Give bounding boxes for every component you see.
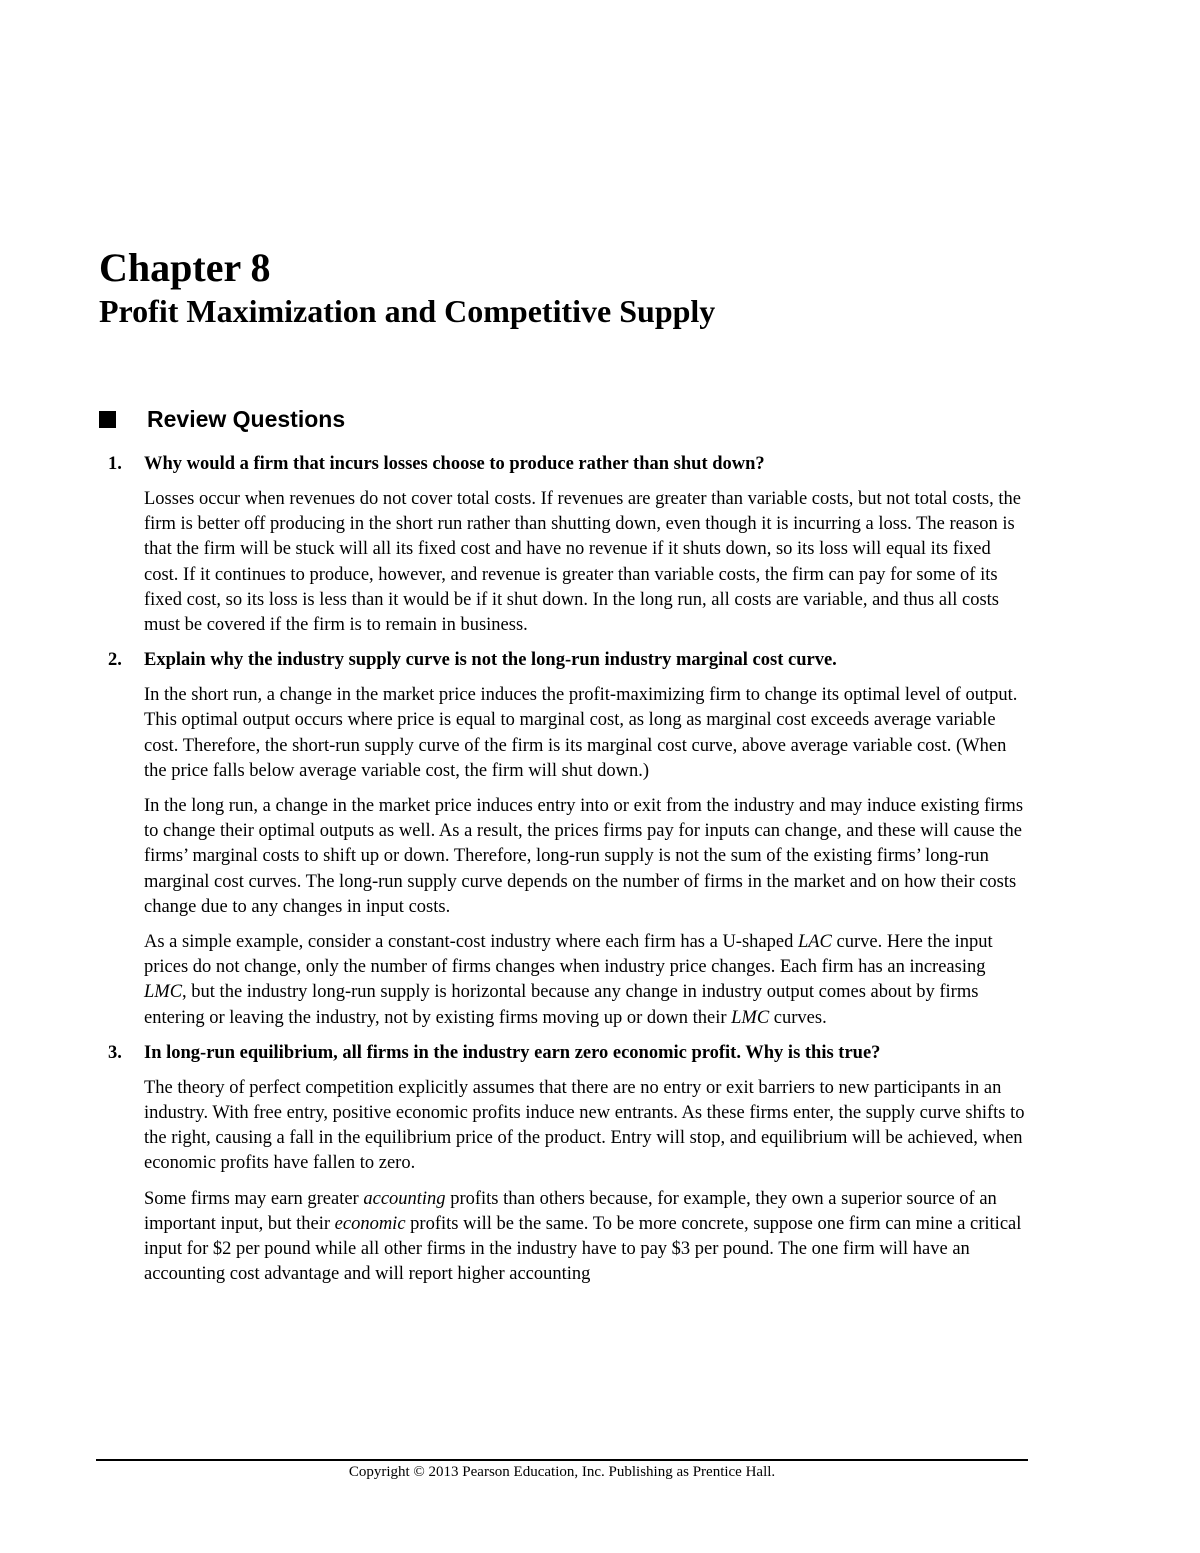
answer-text: Losses occur when revenues do not cover total costs. If revenues are greater than variable costs, but not total costs, the firm is better off producing in the short run rather than shutting down, even though it is incurring a loss. The reason is that the firm will be stuck will all its fixed cost and have no revenue if it shuts down, so its loss will equal its fixed cost. If it continues to produce, however, and revenue is greater than variable costs, the firm can pay for some of its fixed cost, so its loss is less than it would be if it shut down. In the long run, all costs are variable, and thus all costs must be covered if the firm is to remain in business. [144, 489, 1021, 636]
emphasis-term: LAC [797, 932, 832, 953]
question-number: 3. [108, 1042, 122, 1063]
answer-paragraph [144, 487, 1028, 638]
footer-divider [96, 1459, 1028, 1461]
review-questions-list [108, 452, 1028, 1297]
answer-text: As a simple example, consider a constant-cost industry where each firm has a U-shaped [144, 932, 798, 953]
answer-text: Some firms may earn greater [144, 1188, 364, 1209]
question-text: Explain why the industry supply curve is not the long-run industry marginal cost curve. [144, 650, 837, 671]
black-square-icon [99, 411, 116, 428]
emphasis-term: economic [334, 1213, 406, 1234]
question-number: 1. [108, 454, 122, 474]
emphasis-term: LMC [731, 1007, 770, 1028]
answer-text: curves. [769, 1007, 827, 1028]
answer-text: In the short run, a change in the market price induces the profit-maximizing firm to change its optimal level of output. This optimal output occurs where price is equal to marginal cost, as long as marginal cost exceeds average variable cost. Therefore, the short-run supply curve of the firm is its marginal cost curve, above average variable cost. (When the price falls below average variable cost, the firm will shut down.) [144, 685, 1018, 781]
answer-text: profits than others because, for example, they own a superior source of an important input, but their [144, 1188, 997, 1234]
answer-paragraph [144, 794, 1028, 920]
question-2 [108, 648, 1028, 673]
answer-paragraph [144, 1076, 1028, 1177]
question-number: 2. [108, 650, 122, 671]
emphasis-term: accounting [363, 1188, 446, 1209]
answer-paragraph [144, 683, 1028, 784]
chapter-title: Profit Maximization and Competitive Supply [99, 293, 716, 329]
question-1 [108, 452, 1028, 477]
answer-text: The theory of perfect competition explicitly assumes that there are no entry or exit barriers to new participants in an industry. With free entry, positive economic profits induce new entrants. As these firms enter, the supply curve shifts to the right, causing a fall in the equilibrium price of the product. Entry will stop, and equilibrium will be achieved, when economic profits have fallen to zero. [144, 1077, 1025, 1174]
answer-text: curve. Here the input prices do not change, only the number of firms changes when industry price changes. Each firm has an increasing [144, 932, 993, 978]
emphasis-term: LMC [144, 982, 183, 1003]
answer-text: profits will be the same. To be more concrete, suppose one firm can mine a critical input for $2 per pound while all other firms in the industry have to pay $3 per pound. The one firm will have an accounting cost advantage and will report higher accounting [144, 1213, 1022, 1285]
section-label: Review Questions [147, 406, 346, 432]
question-text: In long-run equilibrium, all firms in the industry earn zero economic profit. Why is this true? [144, 1042, 881, 1063]
section-heading [99, 404, 345, 434]
question-text: Why would a firm that incurs losses choose to produce rather than shut down? [144, 454, 765, 474]
chapter-number: Chapter 8 [99, 245, 271, 290]
answer-paragraph [144, 930, 1028, 1031]
answer-paragraph [144, 1187, 1028, 1288]
copyright-footer: Copyright © 2013 Pearson Education, Inc. Publishing as Prentice Hall. [348, 1464, 776, 1480]
question-3 [108, 1041, 1028, 1066]
answer-text: , but the industry long-run supply is horizontal because any change in industry output comes about by firms entering or leaving the industry, not by existing firms moving up or down their [144, 982, 979, 1028]
answer-text: In the long run, a change in the market price induces entry into or exit from the industry and may induce existing firms to change their optimal outputs as well. As a result, the prices firms pay for inputs can change, and these will cause the firms’ marginal costs to shift up or down. Therefore, long-run supply is not the sum of the existing firms’ long-run marginal cost curves. The long-run supply curve depends on the number of firms in the market and on how their costs change due to any changes in input costs. [144, 796, 1024, 917]
